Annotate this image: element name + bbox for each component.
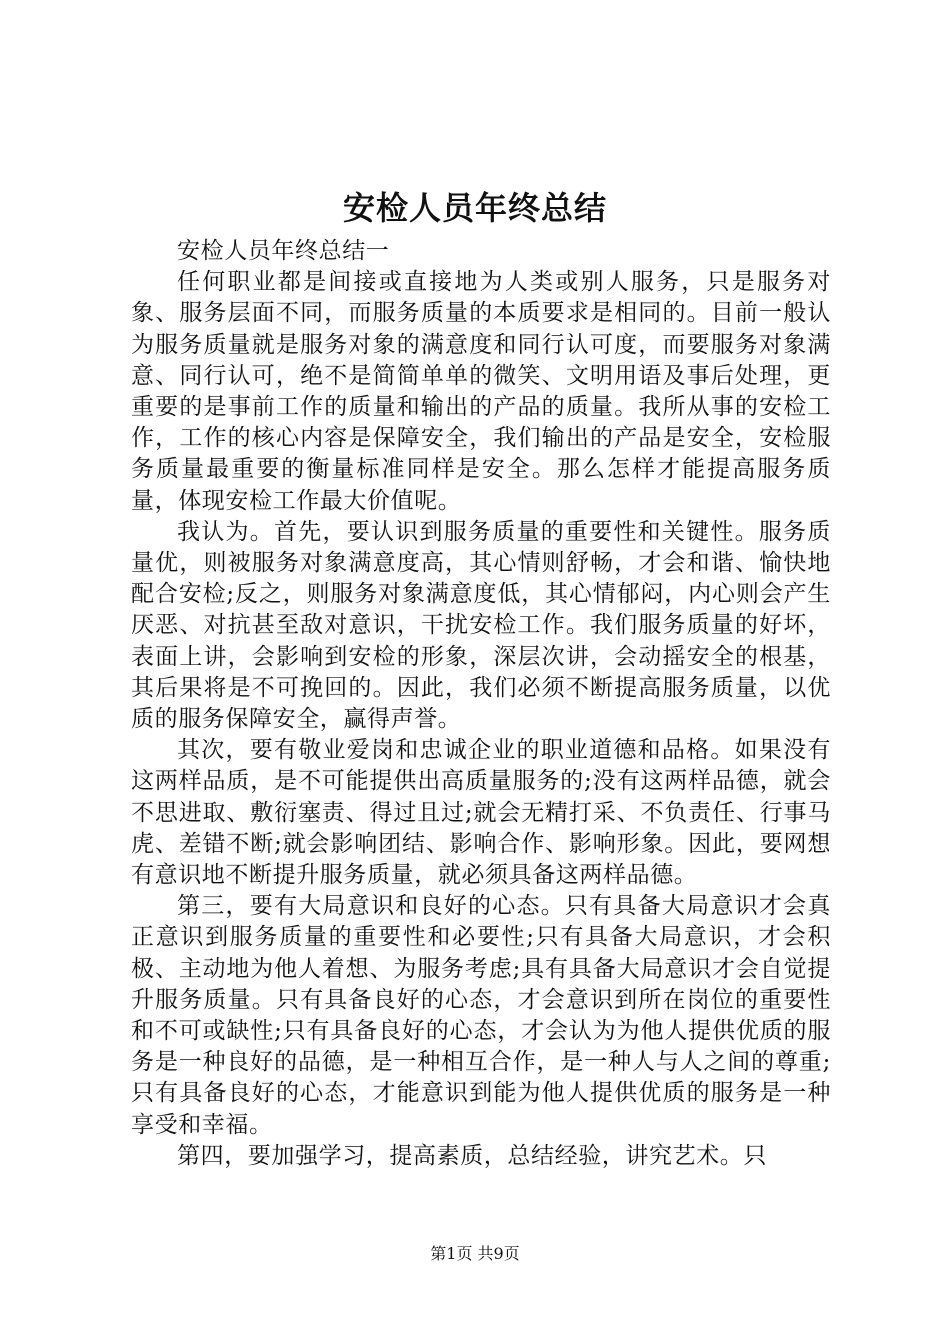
page-footer: 第1页 共9页 xyxy=(430,1244,520,1263)
section-heading: 安检人员年终总结一 xyxy=(177,238,390,264)
paragraph: 其次，要有敬业爱岗和忠诚企业的职业道德和品格。如果没有这两样品质，是不可能提供出高质量服务的;没有这两样品德，就会不思进取、敷衍塞责、得过且过;就会无精打采、不负责任、行事马虎、差错不断;就会影响团结、影响合作、影响形象。因此，要网想有意识地不断提升服务质量，就必须具备这两样品德。 xyxy=(131,737,831,889)
document-body xyxy=(131,236,831,1172)
paragraph: 任何职业都是间接或直接地为人类或别人服务，只是服务对象、服务层面不同，而服务质量的本质要求是相同的。目前一般认为服务质量就是服务对象的满意度和同行认可度，而要服务对象满意、同行认可，绝不是简简单单的微笑、文明用语及事后处理，更重要的是事前工作的质量和输出的产品的质量。我所从事的安检工作，工作的核心内容是保障安全，我们输出的产品是安全，安检服务质量最重要的衡量标准同样是安全。那么怎样才能提高服务质量，体现安检工作最大价值呢。 xyxy=(131,269,831,514)
document-title: 安检人员年终总结 xyxy=(342,189,607,227)
paragraph: 第四，要加强学习，提高素质，总结经验，讲究艺术。只 xyxy=(177,1142,767,1169)
paragraph: 我认为。首先，要认识到服务质量的重要性和关键性。服务质量优，则被服务对象满意度高，其心情则舒畅，才会和谐、愉快地配合安检;反之，则服务对象满意度低，其心情郁闷，内心则会产生厌恶、对抗甚至敌对意识，干扰安检工作。我们服务质量的好坏，表面上讲，会影响到安检的形象，深层次讲，会动摇安全的根基，其后果将是不可挽回的。因此，我们必须不断提高服务质量，以优质的服务保障安全，赢得声誉。 xyxy=(131,518,831,733)
paragraph: 第三，要有大局意识和良好的心态。只有具备大局意识才会真正意识到服务质量的重要性和必要性;只有具备大局意识，才会积极、主动地为他人着想、为服务考虑;具有具备大局意识才会自觉提升服务质量。只有具备良好的心态，才会意识到所在岗位的重要性和不可或缺性;只有具备良好的心态，才会认为为他人提供优质的服务是一种良好的品德，是一种相互合作，是一种人与人之间的尊重;只有具备良好的心态，才能意识到能为他人提供优质的服务是一种享受和幸福。 xyxy=(131,893,831,1138)
